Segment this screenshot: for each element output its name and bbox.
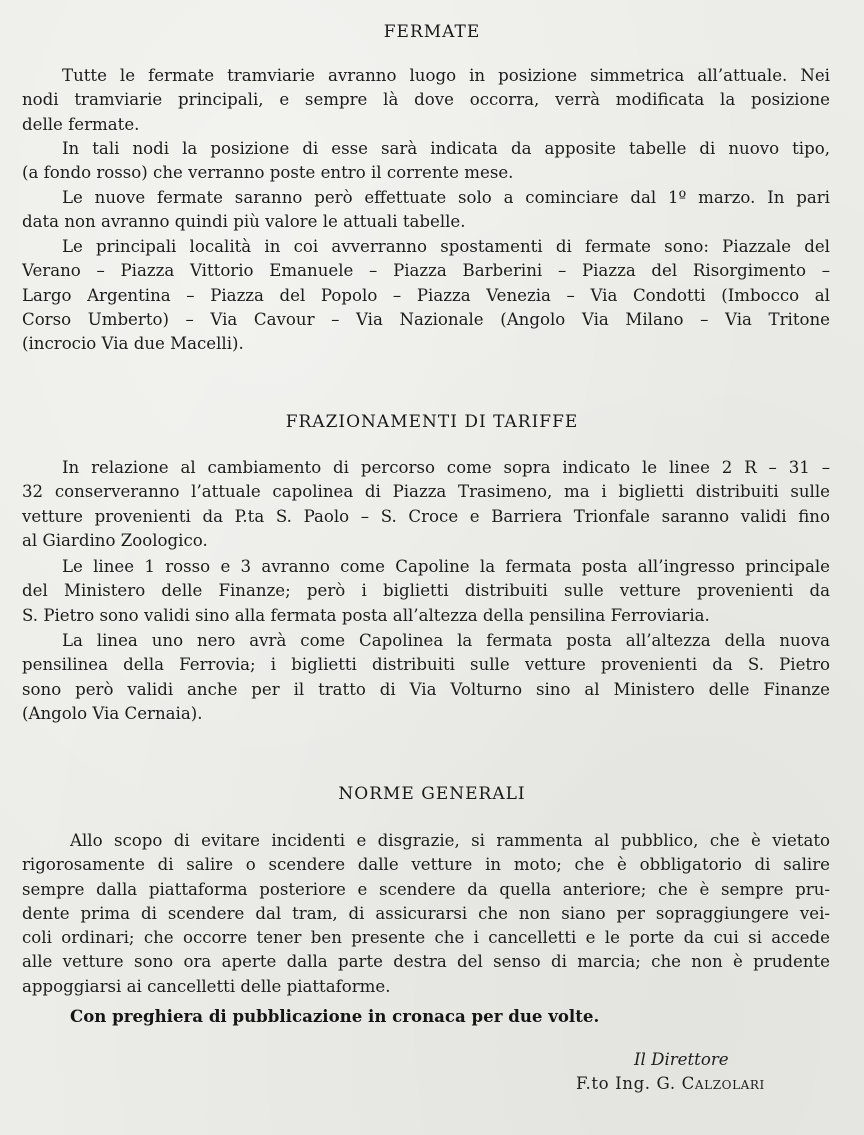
signature-name-prefix: F.to Ing. G.: [576, 1074, 682, 1093]
text-line: Le nuove fermate saranno però effettuate solo a cominciare dal 1º marzo. In pari: [62, 188, 830, 207]
text-line: Allo scopo di evitare incidenti e disgrazie, si rammenta al pubblico, che è vietato: [70, 831, 830, 850]
text-line: alle vetture sono ora aperte dalla parte destra del senso di marcia; che non è prudente: [22, 952, 830, 972]
section-heading-fermate: FERMATE: [383, 22, 481, 42]
section-heading-norme-generali: NORME GENERALI: [338, 784, 526, 804]
text-line: Le principali località in coi avverranno spostamenti di fermate sono: Piazzale del: [62, 237, 830, 256]
paragraph-frazionamenti-3: [22, 629, 830, 726]
signature-surname: Calzolari: [681, 1074, 765, 1093]
text-line: (a fondo rosso) che verranno poste entro il corrente mese.: [22, 163, 514, 183]
paragraph-norme-generali: [22, 829, 830, 999]
paragraph-fermate-1: [22, 64, 830, 137]
section-heading-frazionamenti: FRAZIONAMENTI DI TARIFFE: [285, 412, 579, 432]
text-line: del Ministero delle Finanze; però i biglietti distribuiti sulle vetture provenienti da: [22, 581, 830, 601]
paragraph-frazionamenti-1: [22, 456, 830, 553]
text-line: appoggiarsi ai cancelletti delle piattaforme.: [22, 976, 391, 996]
publication-request-note: Con preghiera di pubblicazione in cronaca per due volte.: [70, 1006, 600, 1026]
paragraph-fermate-3: [22, 186, 830, 235]
text-line: (incrocio Via due Macelli).: [22, 334, 244, 354]
text-line: rigorosamente di salire o scendere dalle vetture in moto; che è obbligatorio di salire: [22, 855, 830, 875]
paragraph-frazionamenti-2: [22, 555, 830, 628]
text-line: S. Pietro sono validi sino alla fermata posta all’altezza della pensilina Ferroviaria.: [22, 605, 710, 625]
text-line: In relazione al cambiamento di percorso come sopra indicato le linee 2 R – 31 –: [62, 458, 830, 477]
paragraph-fermate-4: [22, 235, 830, 356]
text-line: sono però validi anche per il tratto di Via Volturno sino al Ministero delle Finanze: [22, 679, 830, 699]
text-line: 32 conserveranno l’attuale capolinea di Piazza Trasimeno, ma i biglietti distribuiti sulle: [22, 482, 830, 502]
text-line: al Giardino Zoologico.: [22, 530, 208, 550]
paragraph-fermate-2: [22, 137, 830, 186]
text-line: (Angolo Via Cernaia).: [22, 703, 203, 723]
text-line: Verano – Piazza Vittorio Emanuele – Piazza Barberini – Piazza del Risorgimento –: [22, 261, 830, 281]
text-line: coli ordinari; che occorre tener ben presente che i cancelletti e le porte da cui si accede: [22, 928, 830, 948]
text-line: Le linee 1 rosso e 3 avranno come Capoline la fermata posta all’ingresso principale: [62, 557, 830, 576]
text-line: delle fermate.: [22, 114, 140, 134]
text-line: In tali nodi la posizione di esse sarà indicata da apposite tabelle di nuovo tipo,: [62, 139, 830, 158]
text-line: pensilinea della Ferrovia; i biglietti distribuiti sulle vetture provenienti da S. Pietro: [22, 655, 830, 675]
text-line: La linea uno nero avrà come Capolinea la fermata posta all’altezza della nuova: [62, 631, 830, 650]
text-line: dente prima di scendere dal tram, di assicurarsi che non siano per sopraggiungere vei-: [22, 903, 830, 923]
text-line: Corso Umberto) – Via Cavour – Via Nazionale (Angolo Via Milano – Via Tritone: [22, 309, 830, 329]
text-line: data non avranno quindi più valore le attuali tabelle.: [22, 212, 466, 232]
text-line: Largo Argentina – Piazza del Popolo – Piazza Venezia – Via Condotti (Imbocco al: [22, 285, 830, 305]
text-line: vetture provenienti da P.ta S. Paolo – S. Croce e Barriera Trionfale saranno validi fino: [22, 506, 830, 526]
text-line: nodi tramviarie principali, e sempre là dove occorra, verrà modificata la posizione: [22, 90, 830, 110]
signature-title: Il Direttore: [634, 1050, 729, 1069]
text-line: sempre dalla piattaforma posteriore e scendere da quella anteriore; che è sempre pru-: [22, 879, 830, 899]
signature-name: [576, 1074, 765, 1093]
text-line: Tutte le fermate tramviarie avranno luogo in posizione simmetrica all’attuale. Nei: [62, 66, 830, 85]
